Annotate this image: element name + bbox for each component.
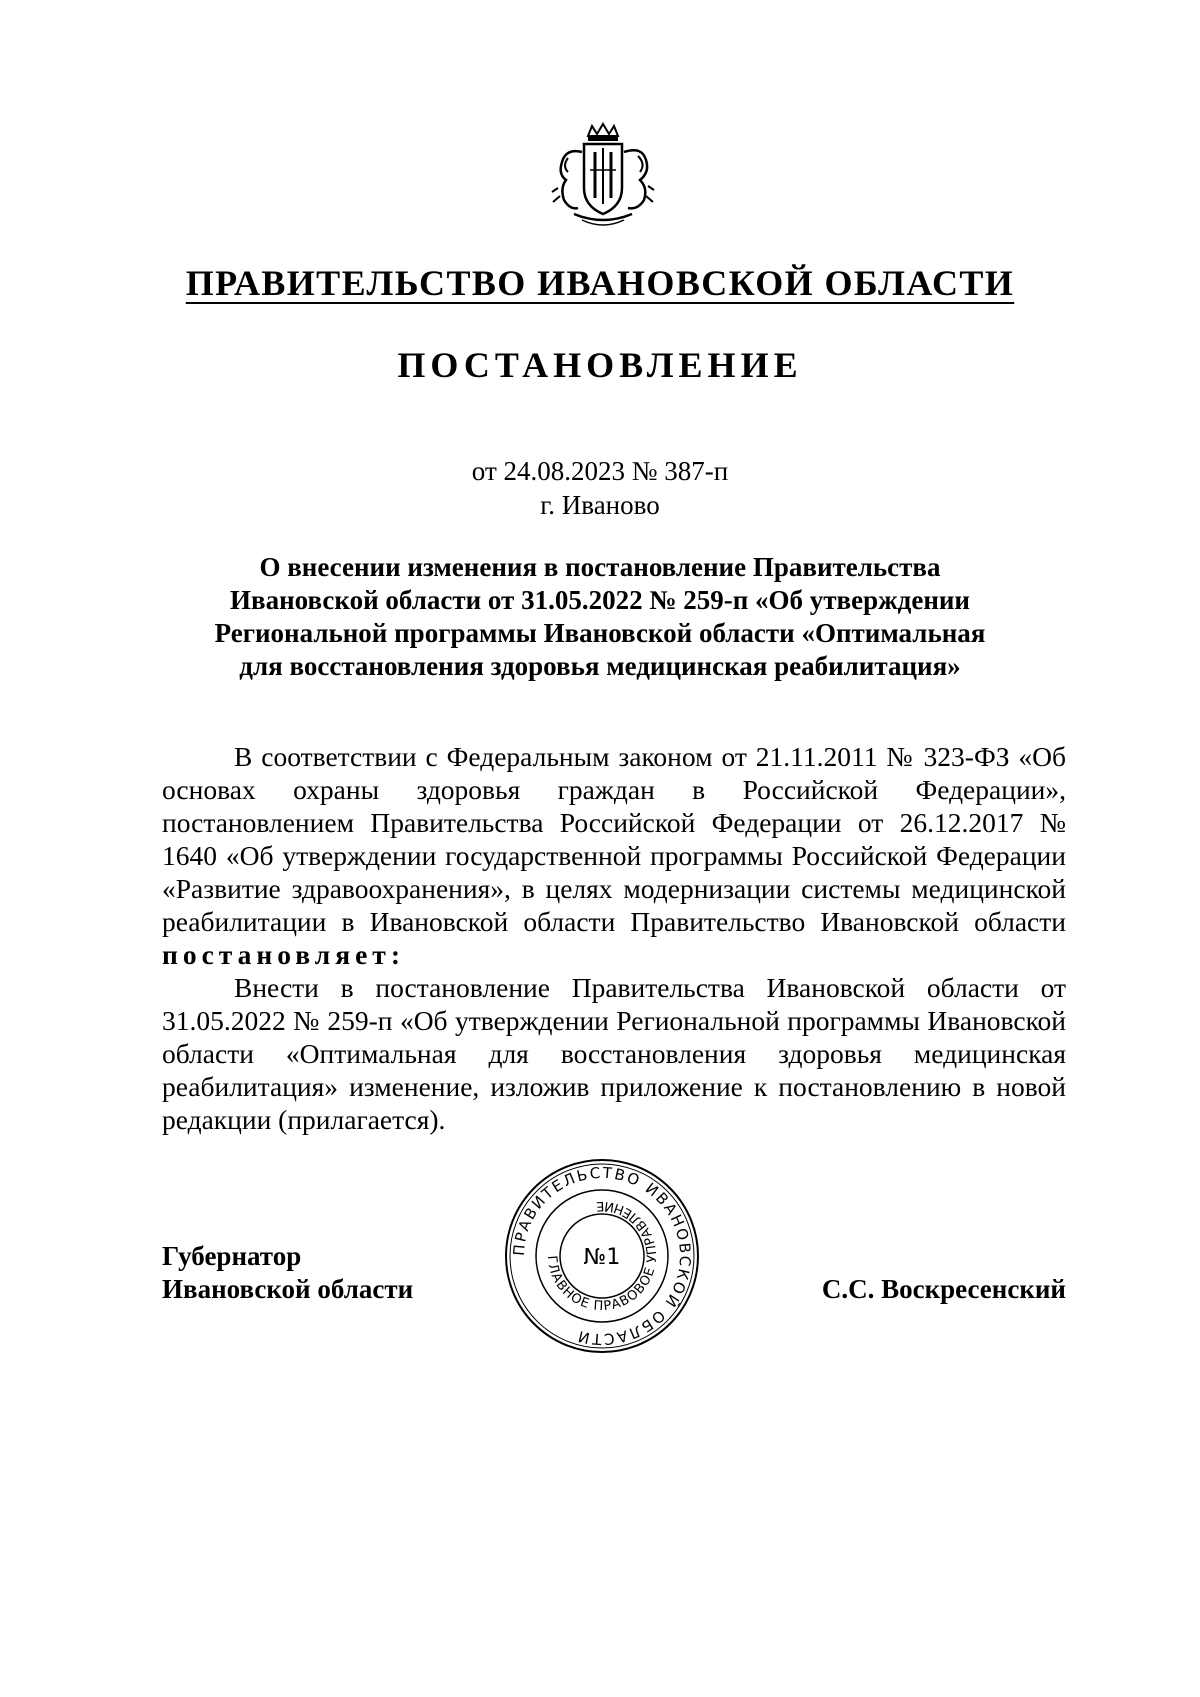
subject-line: О внесении изменения в постановление Правительства: [259, 552, 941, 582]
document-type: ПОСТАНОВЛЕНИЕ: [397, 345, 803, 385]
date-number: от 24.08.2023 № 387-п: [471, 456, 729, 486]
body-paragraph: Внести в постановление Правительства Ивановской области от 31.05.2022 № 259-п «Об утверждении Региональной программы Ивановской области «Оптимальная для восстановления здоровья медицинская реабилитация» изменение, изложив приложение к постановлению в новой редакции (прилагается).: [162, 972, 1066, 1135]
coat-of-arms-icon: [548, 122, 658, 232]
paragraph-text: В соответствии с Федеральным законом от 21.11.2011 № 323-ФЗ «Об основах охраны здоровья граждан в Российской Федерации», постановлением Правительства Российской Федерации от 26.12.2017 № 1640 «Об утверждении государственной программы Российской Федерации «Развитие здравоохранения», в целях модернизации системы медицинской реабилитации в Ивановской области Правительство Ивановской области: [162, 741, 1066, 937]
signatory-name: С.С. Воскресенский: [821, 1274, 1066, 1304]
official-stamp: [502, 1156, 702, 1356]
subject-line: для восстановления здоровья медицинская реабилитация»: [239, 651, 961, 681]
stamp-center-text: №1: [583, 1245, 621, 1270]
organization-title: [0, 262, 1200, 304]
decree-word: постановляет:: [162, 939, 405, 970]
city: г. Иваново: [540, 490, 660, 520]
position-line: Ивановской области: [162, 1274, 414, 1304]
body-paragraph: [162, 740, 1066, 971]
document-subject: [180, 551, 1020, 683]
subject-line: Ивановской области от 31.05.2022 № 259-п «Об утверждении: [230, 585, 970, 615]
position-line: Губернатор: [162, 1241, 302, 1271]
organization-title-text: ПРАВИТЕЛЬСТВО ИВАНОВСКОЙ ОБЛАСТИ: [185, 263, 1015, 303]
document-meta: [0, 454, 1200, 522]
signatory-position: [162, 1240, 413, 1306]
stamp-outer-text: ПРАВИТЕЛЬСТВО ИВАНОВСКОЙ ОБЛАСТИ: [509, 1163, 695, 1349]
subject-line: Региональной программы Ивановской области «Оптимальная: [214, 618, 986, 648]
stamp-inner-text: ГЛАВНОЕ ПРАВОВОЕ УПРАВЛЕНИЕ: [543, 1197, 661, 1315]
document-body: [162, 740, 1066, 1136]
